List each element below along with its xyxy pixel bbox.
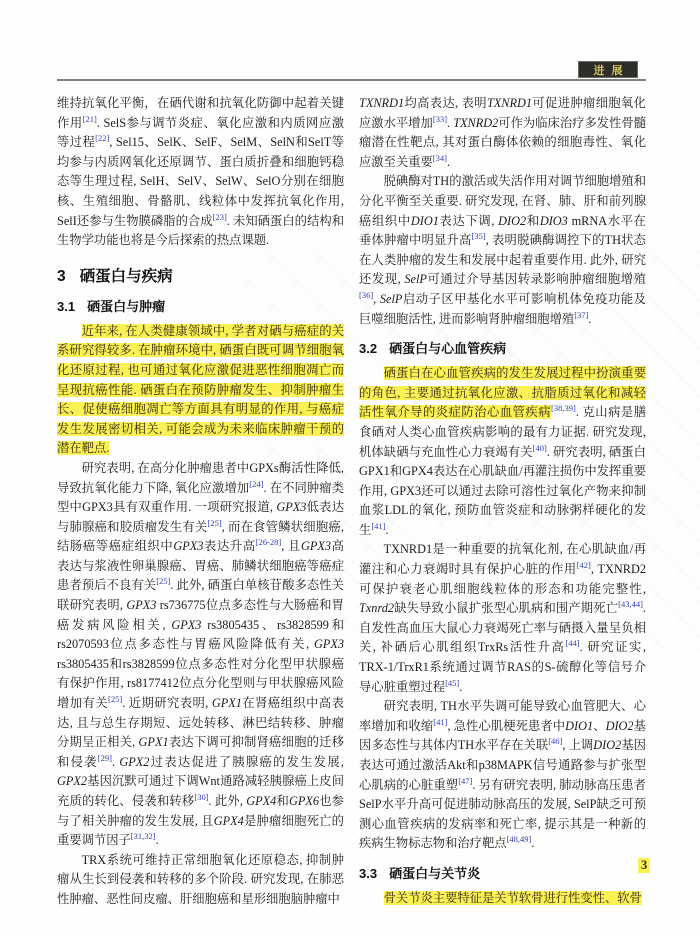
- text-segment: DIO1: [410, 213, 439, 228]
- citation-ref: [45]: [445, 677, 460, 688]
- highlighted-text: 骨关节炎主要特征是关节软骨进行性变性、软骨: [383, 890, 642, 905]
- text-segment: 、: [593, 718, 606, 733]
- text-segment: Txnrd2: [359, 601, 395, 616]
- text-segment: , 急性心肌梗死患者中: [447, 718, 566, 733]
- section-badge-label: 进展: [593, 64, 630, 77]
- text-segment: DIO1: [565, 718, 594, 733]
- text-segment: 也参与了相关肿瘤的发生发展, 且: [57, 794, 344, 828]
- text-segment: . 近期研究表明,: [122, 696, 212, 711]
- text-segment: , 上调: [562, 738, 594, 753]
- citation-ref: [36]: [359, 289, 374, 300]
- text-segment: SelP: [404, 272, 427, 287]
- text-segment: DIO2: [605, 718, 634, 733]
- text-segment: , 且: [281, 539, 301, 554]
- subsection-number: 3.3: [359, 865, 378, 881]
- paragraph-arthritis-highlighted: [359, 889, 646, 909]
- text-segment: 基因多态性与其体内TH水平存在关联: [359, 718, 646, 753]
- highlighted-text: 近年来, 在人类健康领域中, 学者对硒与癌症的关系研究得较多. 在肿瘤环境中, 硒蛋白既可调节细胞氧化还原过程, 也可通过氧化应激促进恶性细胞凋亡而呈现抗癌性能. 硒蛋白在预防肿瘤发生、抑制肿瘤生长、促使癌细胞凋亡等方面具有明显的作用, 与癌症发生发展密切相关, 可能会成为未来临床肿瘤干预的潜在靶点.: [57, 323, 344, 456]
- text-segment: 基因沉默可通过下调Wnt通路减轻胰腺癌上皮间充质的转化、侵袭和转移: [57, 774, 344, 808]
- text-segment: GPX4: [246, 794, 277, 808]
- text-segment: , TXNRD2可保护衰老心肌细胞线粒体的形态和功能完整性,: [359, 562, 646, 596]
- header-rule: [57, 79, 646, 81]
- text-segment: GPX3: [171, 617, 202, 632]
- citation-ref: [41]: [433, 716, 448, 727]
- text-segment: 高表达与浆液性卵巢腺癌、胃癌、肺鳞状细胞癌等癌症患者预后不良有关: [57, 539, 344, 593]
- text-segment: DIO2: [498, 213, 527, 228]
- text-segment: .: [459, 679, 463, 694]
- text-segment: 维持抗氧化平衡，在硒代谢和抗氧化防御中起着关键作用: [57, 96, 344, 130]
- paragraph-cvd-highlighted: [359, 364, 646, 540]
- text-segment: TXNRD1: [486, 96, 533, 110]
- text-segment: 可促进肿瘤细胞氧化应激水平增加: [359, 96, 646, 130]
- subsection-number: 3.2: [359, 341, 378, 357]
- highlighted-text: 硒蛋白在心血管疾病的发生发展过程中扮演重要的角色, 主要通过抗氧化应激、抗脂质过氧化和减轻活性氧介导的炎症防治心血管疾病: [359, 366, 646, 420]
- text-segment: , Sel15、SelK、SelF、SelM、SelN和SelT等均参与内质网氧化还原调节、蛋白质折叠和细胞钙稳态等生理过程, SelH、SelV、SelW、SelO分别在细胞核、生殖细胞、骨骼肌、线粒体中发挥抗氧化作用, SelI还参与生物膜磷脂的合成: [57, 135, 344, 228]
- text-segment: TRX系统可维持正常细胞氧化还原稳态, 抑制肿瘤从生长到侵袭和转移的多个阶段. 研究发现, 在肺恶性肿瘤、恶性间皮瘤、肝细胞癌和星形细胞脑肿瘤中: [57, 852, 344, 906]
- text-segment: DIO2: [593, 738, 622, 753]
- text-segment: GPX3: [313, 637, 344, 652]
- citation-ref: [25]: [156, 576, 171, 587]
- text-segment: . SelS参与调节炎症、氧化应激和内质网应激等过程: [57, 115, 344, 150]
- text-segment: . 另有研究表明, 肺动脉高压患者SelP水平升高可促进肺动脉高压的发展, SelP缺乏可预测心血管疾病的发病率和死亡率, 提示其是一种新的疾病生物标志物和治疗靶点: [359, 777, 646, 851]
- subsection-heading-3-2: [359, 338, 646, 357]
- text-segment: 研究表明, TH水平失调可能导致心血管肥大、心率增加和收缩: [359, 699, 646, 733]
- paragraph-tumor-highlighted: [57, 322, 344, 459]
- citation-ref: [25]: [108, 693, 123, 704]
- text-segment: 研究表明, 在高分化肿瘤患者中GPXs酶活性降低, 导致抗氧化能力下降, 氧化应激增加: [57, 460, 344, 495]
- paragraph-gpx-research: [57, 459, 344, 851]
- citation-ref: [42]: [576, 559, 591, 570]
- text-segment: GPX1: [211, 696, 242, 711]
- text-segment: .: [155, 833, 159, 848]
- section-title: 硒蛋白与疾病: [79, 267, 173, 285]
- text-segment: GPX3: [300, 539, 332, 554]
- citation-ref: [35]: [471, 231, 486, 242]
- paragraph-deiodinase: [359, 172, 646, 329]
- text-segment: . 研究表明, 硒蛋白GPX1和GPX4表达在心肌缺血/再灌注损伤中发挥重要作用, GPX3还可以通过去除可溶性过氧化产物来抑制血浆LDL的氧化, 预防血管炎症和动脉粥样硬化的发生: [359, 444, 646, 537]
- citation-ref: [21]: [82, 113, 97, 124]
- citation-ref: [44]: [565, 638, 580, 649]
- section-number: 3: [57, 267, 66, 285]
- citation-ref: [47]: [458, 775, 473, 786]
- citation-ref: [23]: [212, 211, 227, 222]
- text-segment: rs3805435、rs3828599和rs2070593位点多态性与胃癌风险降低有关,: [57, 617, 344, 652]
- text-segment: 表达升高: [203, 539, 256, 554]
- section-badge: [578, 61, 638, 78]
- text-segment: GPX4: [213, 813, 244, 828]
- subsection-title: 硒蛋白与心血管疾病: [389, 341, 507, 357]
- text-segment: 和: [276, 794, 289, 808]
- citation-ref: [26-28]: [255, 537, 282, 548]
- citation-ref: [41]: [371, 520, 386, 531]
- page-number: 3: [638, 858, 650, 873]
- text-segment: 脱碘酶对TH的激活或失活作用对调节细胞增殖和分化平衡至关重要. 研究发现, 在肾、肺、肝和前列腺癌组织中: [359, 174, 646, 228]
- text-segment: .: [385, 522, 389, 537]
- text-segment: . 自发性高血压大鼠心力衰竭死亡率与硒摄入量呈负相关, 补硒后心肌组织TrxRs活性升高: [359, 601, 646, 655]
- text-segment: . 在不同肿瘤类型中GPX3具有双重作用. 一项研究报道,: [57, 480, 344, 515]
- text-segment: GPX1: [138, 735, 169, 750]
- text-segment: rs3805435和rs3828599位点多态性对分化型甲状腺癌有保护作用, rs8177412位点分化型则与甲状腺癌风险增加有关: [57, 656, 344, 711]
- text-segment: 基因表达可通过激活Akt和p38MAPK信号通路参与扩张型心肌病的心脏重塑: [359, 738, 646, 792]
- text-segment: GPX6: [288, 794, 319, 808]
- citation-ref: [37]: [574, 309, 589, 320]
- text-segment: . 研究证实, TRX-1/TrxR1系统通过调节RAS的S-硫醇化等信号介导心脏重塑过程: [359, 640, 646, 694]
- text-segment: 是肿瘤细胞死亡的重要调节因子: [57, 813, 344, 848]
- text-segment: GPX3: [126, 598, 157, 613]
- citation-ref: [40]: [532, 442, 547, 453]
- text-segment: 表达下调,: [438, 213, 499, 228]
- subsection-heading-3-1: [57, 296, 344, 315]
- text-segment: 启动子区甲基化水平可影响机体免疫功能及巨噬细胞活性, 进而影响肾肿瘤细胞增殖: [359, 291, 646, 326]
- text-segment: , 表明脱碘酶调控下的TH状态在人类肿瘤的发生和发展中起着重要作用. 此外, 研究还发现,: [359, 233, 646, 287]
- left-column: [57, 94, 344, 910]
- citation-ref: [24]: [249, 478, 264, 489]
- citation-ref: [30]: [194, 791, 209, 802]
- text-segment: 低表达与肺腺癌和胶质瘤发生有关: [57, 500, 344, 534]
- text-segment: mRNA水平在垂体肿瘤中明显升高: [359, 213, 646, 248]
- text-segment: 表达下调可抑制肾癌细胞的迁移和侵袭: [57, 735, 344, 769]
- text-segment: GPX2: [119, 754, 150, 769]
- text-segment: ,: [373, 291, 380, 306]
- text-segment: .: [531, 836, 535, 851]
- text-segment: DIO3: [539, 213, 568, 228]
- text-segment: , 而在食管鳞状细胞癌, 结肠癌等癌症组织中: [57, 519, 344, 554]
- paragraph-txnrd-tumor: [359, 94, 646, 172]
- text-segment: SelP: [379, 291, 403, 306]
- right-column: [359, 94, 646, 909]
- text-segment: 过表达促进了胰腺癌的发生发展,: [149, 754, 344, 769]
- paragraph-txnrd-cvd: [359, 540, 646, 697]
- citation-ref: [31,32]: [130, 831, 156, 842]
- text-segment: GPX3: [173, 539, 204, 554]
- text-segment: . 未知硒蛋白的结构和生物学功能也将是今后探索的热点课题.: [57, 213, 344, 248]
- text-segment: TXNRD1是一种重要的抗氧化剂, 在心肌缺血/再灌注和心力衰竭时具有保护心脏的作用: [359, 542, 646, 577]
- citation-ref: [48,49]: [506, 834, 532, 845]
- text-segment: 可通过介导基因转录影响肿瘤细胞增殖: [426, 272, 646, 287]
- paragraph-trx-system: [57, 851, 344, 910]
- paragraph-selenoprotein-functions: [57, 94, 344, 251]
- citation-ref: [34]: [432, 152, 447, 163]
- text-segment: 可作为临床治疗多发性骨髓瘤潜在性靶点, 其对蛋白酶体依赖的细胞毒性、氧化应激至关重要: [359, 115, 646, 169]
- citation-ref: [46]: [548, 736, 563, 747]
- citation-ref: [22]: [95, 133, 110, 144]
- citation-ref: [43,44]: [618, 599, 643, 610]
- citation-ref: [25]: [207, 517, 222, 528]
- text-segment: 缺失导致小鼠扩张型心肌病和围产期死亡: [394, 601, 619, 616]
- text-segment: 和: [526, 213, 540, 228]
- subsection-title: 硒蛋白与肿瘤: [87, 298, 166, 314]
- text-segment: 均高表达, 表明: [404, 96, 487, 110]
- text-segment: GPX3: [276, 500, 307, 515]
- text-segment: rs736775位点多态性与大肠癌和胃癌发病风险相关,: [57, 598, 344, 632]
- text-segment: . 克山病是膳食硒对人类心血管疾病影响的最有力证据. 研究发现, 机体缺硒与充血性心力衰竭有关: [359, 405, 646, 459]
- text-segment: .: [446, 154, 451, 169]
- text-segment: GPX2: [57, 774, 88, 789]
- text-segment: .: [588, 311, 592, 326]
- text-segment: . 此外,: [208, 794, 247, 808]
- text-segment: TXNRD2: [453, 115, 499, 130]
- paragraph-th-cvd: [359, 697, 646, 854]
- subsection-number: 3.1: [57, 298, 76, 314]
- text-segment: 在肾癌组织中高表达, 且与总生存期短、远处转移、淋巴结转移、肿瘤分期呈正相关,: [57, 696, 344, 750]
- section-heading-3: [57, 264, 344, 286]
- subsection-heading-3-3: [359, 863, 646, 882]
- text-segment: TXNRD1: [359, 96, 405, 110]
- text-segment: . 此外, 硒蛋白单核苷酸多态性关联研究表明,: [57, 578, 344, 613]
- subsection-title: 硒蛋白与关节炎: [389, 865, 481, 881]
- citation-ref: [33]: [432, 113, 448, 124]
- text-segment: .: [111, 754, 120, 769]
- text-segment: .: [447, 115, 454, 130]
- citation-ref: [29]: [97, 752, 112, 763]
- citation-ref: [38,39]: [551, 403, 576, 414]
